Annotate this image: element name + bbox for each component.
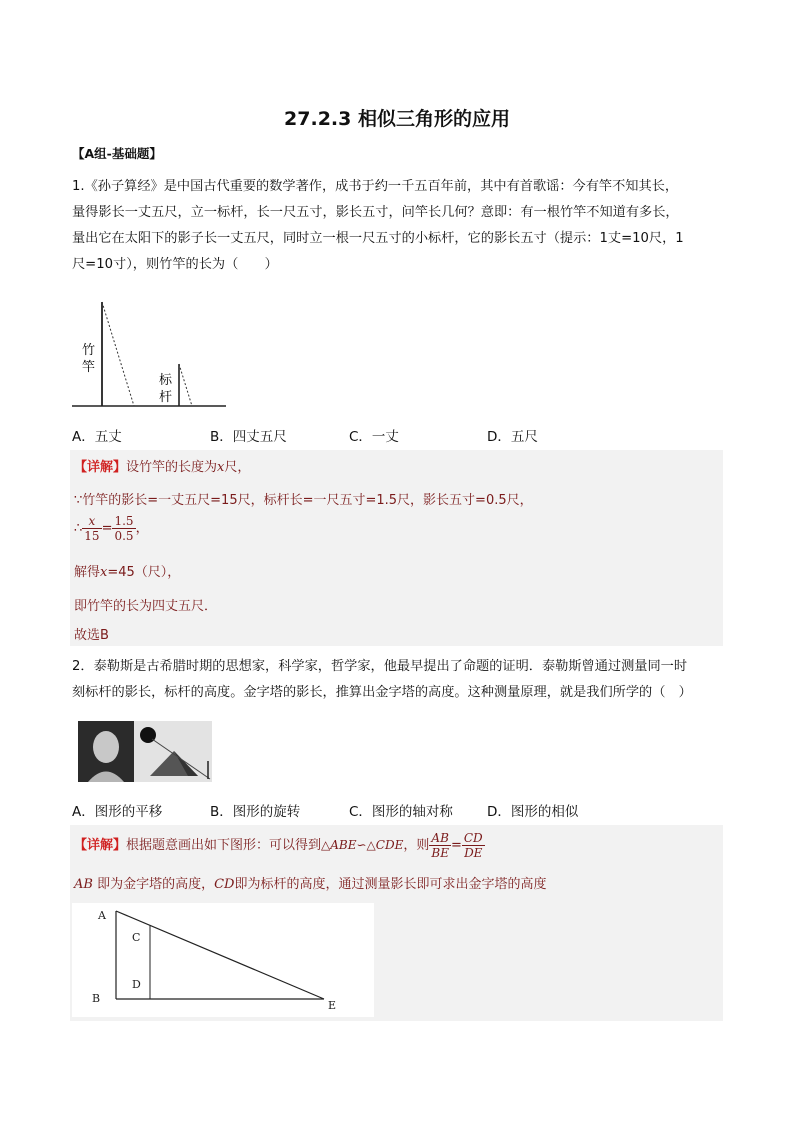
pole-shadow-ray [102,302,134,406]
equals-sign: = [101,521,113,536]
option-b[interactable]: B．四丈五尺 [210,429,287,445]
question-2-text [72,654,722,706]
similar-triangles-expr: △ABE∽△CDE [321,838,404,852]
bamboo-pole-figure [70,296,240,412]
label-b: B [92,992,101,1005]
bust-head [93,731,119,763]
question-2-line: 2．泰勒斯是古希腊时期的思想家，科学家，哲学家，他最早提出了命题的证明．泰勒斯曾通过测量同一时 [72,659,688,674]
stick-shadow-ray [179,364,192,406]
fraction-1.5-0.5: $\frac{1.5}{0.5}$ [114,514,134,543]
option-c[interactable]: C．图形的轴对称 [349,804,453,820]
solution-line-5: 即竹竿的长为四丈五尺． [74,599,218,614]
comma: ， [135,521,149,536]
question-1-line: 尺=10寸），则竹竿的长为（ ） [72,257,278,272]
solution-line-2: ∵竹竿的影长=一丈五尺=15尺，标杆长=一尺五寸=1.5尺，影长五寸=0.5尺， [74,493,533,508]
pole-label-2: 竿 [82,360,96,375]
label-e: E [328,999,337,1012]
thales-pyramid-photo [78,721,212,782]
fraction-ab-be: $\frac{AB}{BE}$ [431,831,449,860]
option-b[interactable]: B．图形的旋转 [210,804,301,820]
question-1-line: 量得影长一丈五尺，立一标杆，长一尺五寸，影长五寸，问竿长几何？意即：有一根竹竿不知道有多长， [72,205,679,220]
question-1-line: 1.《孙子算经》是中国古代重要的数学著作，成书于约一千五百年前，其中有首歌谣：今有竿不知其长， [72,179,679,194]
stick-label-2: 杆 [159,390,173,405]
option-a[interactable]: A．五丈 [72,429,122,445]
solution-line-2: AB 即为金字塔的高度，CD即为标杆的高度，通过测量影长即可求出金字塔的高度 [74,877,547,892]
option-a[interactable]: A．图形的平移 [72,804,163,820]
pole-label-1: 竹 [82,343,96,358]
fraction-x-15: $\frac{x}{15}$ [84,514,100,543]
question-1-solution [70,450,723,646]
solution-tag: 【详解】 [74,838,127,853]
solution-equation [74,514,149,543]
question-2-line: 刻标杆的影长，标杆的高度。金字塔的影长，推算出金字塔的高度。这种测量原理，就是我们所学的（ ） [72,685,692,700]
page-title: 27.2.3 相似三角形的应用 [284,108,510,130]
question-2-options [72,800,732,820]
triangle-figure [72,903,374,1017]
question-1-line: 量出它在太阳下的影子长一丈五尺，同时立一根一尺五寸的小标杆，它的影长五寸（提示：1丈=10尺，1 [72,231,684,246]
question-2-solution [70,825,723,1021]
stick-label-1: 标 [159,373,173,388]
label-a: A [98,909,106,922]
solution-tag: 【详解】 [74,460,127,475]
solution-text: 尺， [224,460,251,475]
question-1-text [72,174,722,278]
variable-x: x [217,460,225,475]
therefore-symbol: ∴ [74,521,83,536]
fraction-cd-de: $\frac{CD}{DE}$ [463,831,483,860]
label-d: D [132,978,141,991]
option-c[interactable]: C．一丈 [349,429,399,445]
option-d[interactable]: D．图形的相似 [487,804,579,820]
solution-text: 设竹竿的长度为 [126,460,218,475]
solution-answer: 故选B [74,628,109,643]
solution-line-4: 解得x=45（尺）， [74,565,181,580]
label-c: C [132,931,141,944]
solution-line-1: 【详解】根据题意画出如下图形：可以得到△ABE∽△CDE，则 $\frac{AB}{BE}$ = $\frac{CD}{DE}$ [74,831,483,860]
section-heading: 【A组-基础题】 [72,146,162,161]
option-d[interactable]: D．五尺 [487,429,538,445]
question-1-options [72,425,732,445]
